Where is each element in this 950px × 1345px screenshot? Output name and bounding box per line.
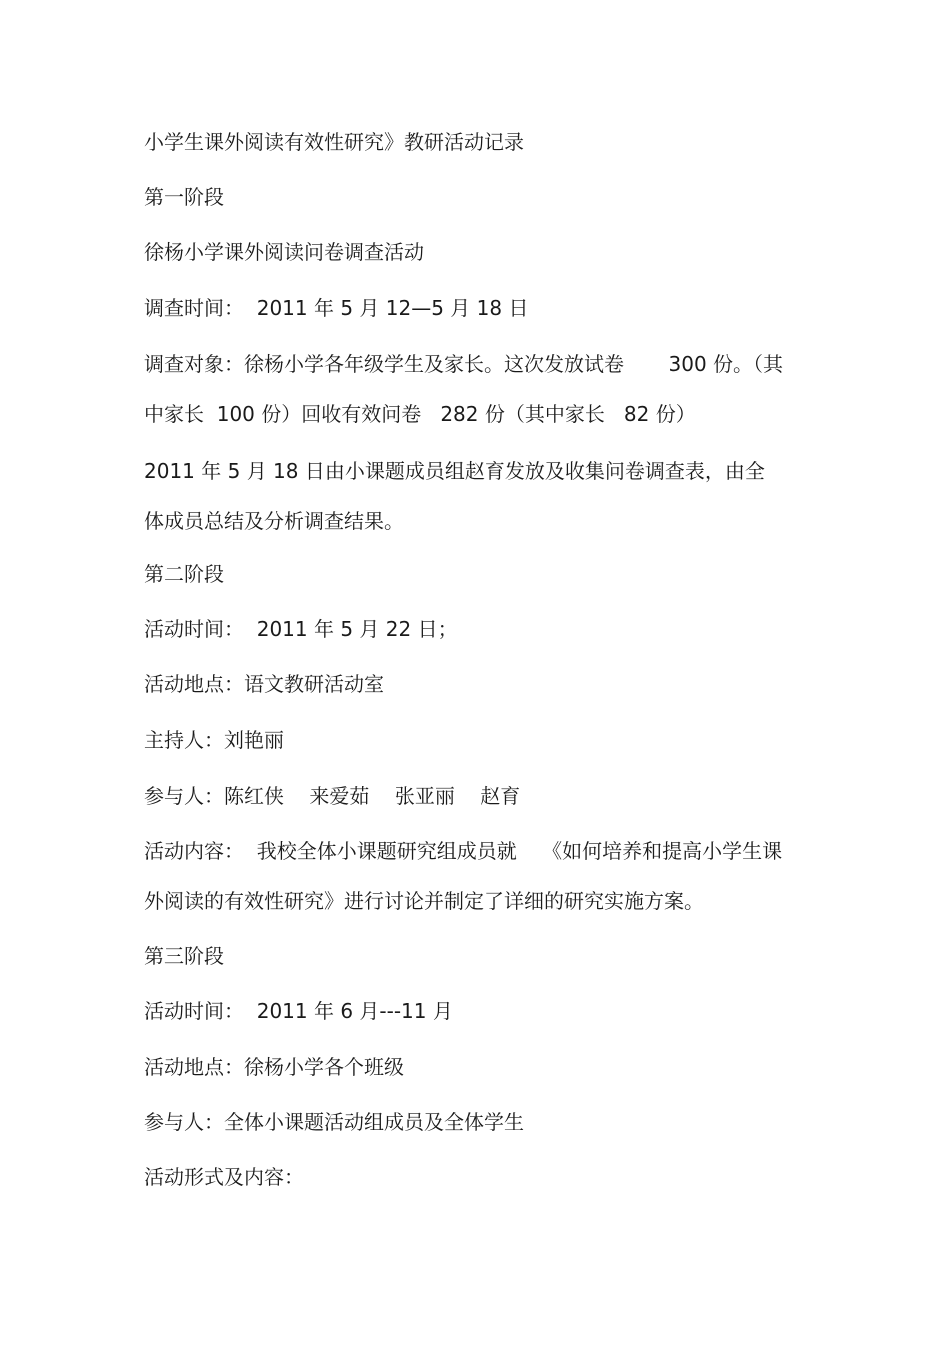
survey-target-continued: 中家长 100 份）回收有效问卷 282 份（其中家长 82 份） [144,402,696,426]
survey-distribution-continued: 体成员总结及分析调查结果。 [144,509,404,533]
survey-target: 调查对象：徐杨小学各年级学生及家长。这次发放试卷 300 份。（其 [144,352,784,376]
stage-3-location: 活动地点：徐杨小学各个班级 [144,1055,404,1079]
survey-distribution: 2011 年 5 月 18 日由小课题成员组赵育发放及收集问卷调查表，由全 [144,459,765,483]
stage-2-location: 活动地点：语文教研活动室 [144,672,384,696]
document-title: 小学生课外阅读有效性研究》教研活动记录 [144,130,524,154]
stage-2-content: 活动内容： 我校全体小课题研究组成员就 《如何培养和提高小学生课 [144,839,783,863]
section-heading-stage-1: 第一阶段 [144,185,224,209]
section-heading-stage-3: 第三阶段 [144,944,224,968]
stage-2-time: 活动时间： 2011 年 5 月 22 日； [144,617,458,641]
activity-title: 徐杨小学课外阅读问卷调查活动 [144,240,424,264]
stage-3-participants: 参与人：全体小课题活动组成员及全体学生 [144,1110,524,1134]
survey-time: 调查时间： 2011 年 5 月 12—5 月 18 日 [144,296,529,320]
section-heading-stage-2: 第二阶段 [144,562,224,586]
stage-2-host: 主持人：刘艳丽 [144,728,284,752]
stage-3-form-content: 活动形式及内容： [144,1165,304,1189]
stage-2-participants: 参与人：陈红侠 来爱茹 张亚丽 赵育 [144,784,521,808]
stage-2-content-continued: 外阅读的有效性研究》进行讨论并制定了详细的研究实施方案。 [144,889,704,913]
stage-3-time: 活动时间： 2011 年 6 月---11 月 [144,999,453,1023]
